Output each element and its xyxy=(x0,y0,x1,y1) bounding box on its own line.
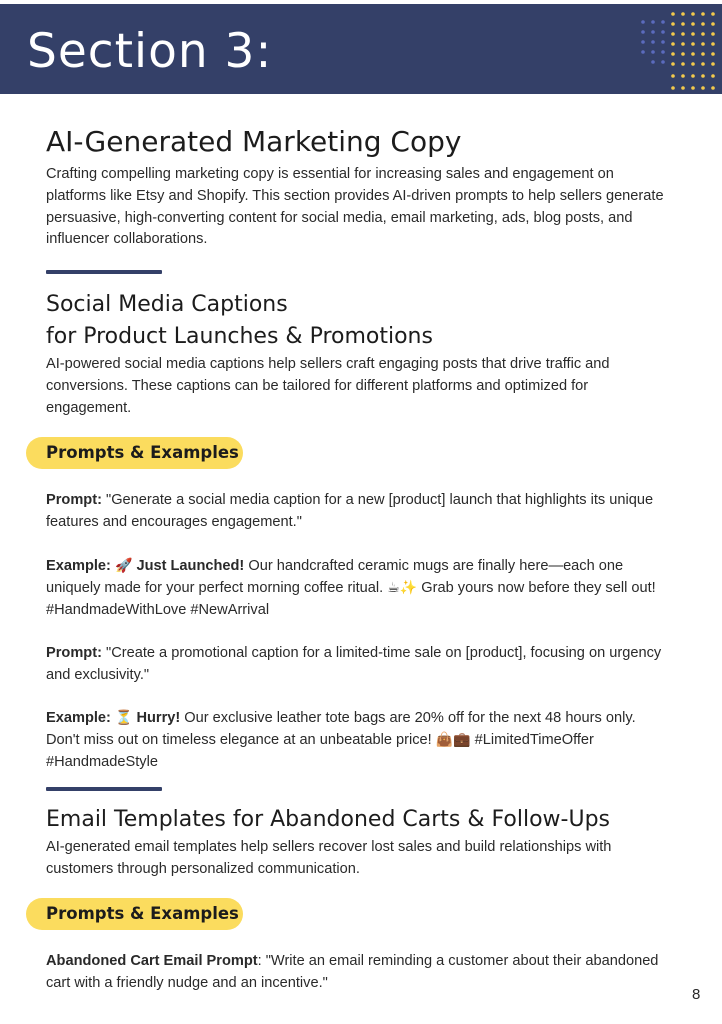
prompt-label: Prompt: xyxy=(46,645,102,661)
example-text-end: Grab yours now before they sell out! #HandmadeWithLove #NewArrival xyxy=(46,579,656,618)
section-divider xyxy=(46,787,162,791)
bags-icon: 👜💼 xyxy=(435,730,471,747)
prompt-label: Prompt: xyxy=(46,492,102,508)
page-title: AI-Generated Marketing Copy xyxy=(46,125,462,158)
coffee-sparkles-icon: ☕✨ xyxy=(387,578,418,595)
prompt-2 xyxy=(46,643,671,687)
section-divider xyxy=(46,270,162,274)
example-headline: Just Launched! xyxy=(136,558,245,574)
prompt-label: Abandoned Cart Email Prompt xyxy=(46,953,258,969)
social-heading-line1: Social Media Captions xyxy=(46,292,288,317)
prompt-1 xyxy=(46,490,671,534)
page-number: 8 xyxy=(692,986,701,1003)
hourglass-icon: ⏳ xyxy=(114,709,133,725)
prompt-text: "Generate a social media caption for a new [product] launch that highlights its unique features and encourages engagement." xyxy=(46,492,654,530)
example-headline: Hurry! xyxy=(136,710,181,726)
email-description: AI-generated email templates help sellers recover lost sales and build relationships with customers through personalized communication. xyxy=(46,839,612,877)
prompts-examples-pill: Prompts & Examples xyxy=(26,898,243,930)
social-description: AI-powered social media captions help sellers craft engaging posts that drive traffic and conversions. These captions can be tailored for different platforms and optimized for engagement. xyxy=(46,356,610,416)
example-label: Example: xyxy=(46,710,111,726)
example-label: Example: xyxy=(46,558,111,574)
prompts-examples-pill: Prompts & Examples xyxy=(26,437,243,469)
prompt-text: "Create a promotional caption for a limited-time sale on [product], focusing on urgency and exclusivity." xyxy=(46,645,662,683)
email-prompt xyxy=(46,951,671,995)
example-1 xyxy=(46,556,671,621)
social-heading-line2: for Product Launches & Promotions xyxy=(46,324,433,349)
intro-paragraph: Crafting compelling marketing copy is essential for increasing sales and engagement on platforms like Etsy and Shopify. This section provides AI-driven prompts to help sellers generate persuasive, high-converting content for social media, email marketing, ads, blog posts, and influencer collaborations. xyxy=(46,166,664,248)
example-text: Our exclusive leather tote bags are 20% off for the next 48 hours only. Don't miss out on timeless elegance at an unbeatable price! xyxy=(46,710,636,748)
section-header-banner xyxy=(0,4,722,94)
rocket-icon: 🚀 xyxy=(114,557,133,573)
section-title: Section 3: xyxy=(27,24,273,79)
example-text: Our handcrafted ceramic mugs are finally here—each one uniquely made for your perfect morning coffee ritual. xyxy=(46,558,624,596)
dot-pattern-decoration xyxy=(640,12,718,94)
example-2 xyxy=(46,708,671,773)
prompt-text: : "Write an email reminding a customer about their abandoned cart with a friendly nudge and an incentive." xyxy=(46,953,659,991)
example-text-end: #LimitedTimeOffer #HandmadeStyle xyxy=(46,731,594,770)
email-heading: Email Templates for Abandoned Carts & Follow-Ups xyxy=(46,807,611,832)
